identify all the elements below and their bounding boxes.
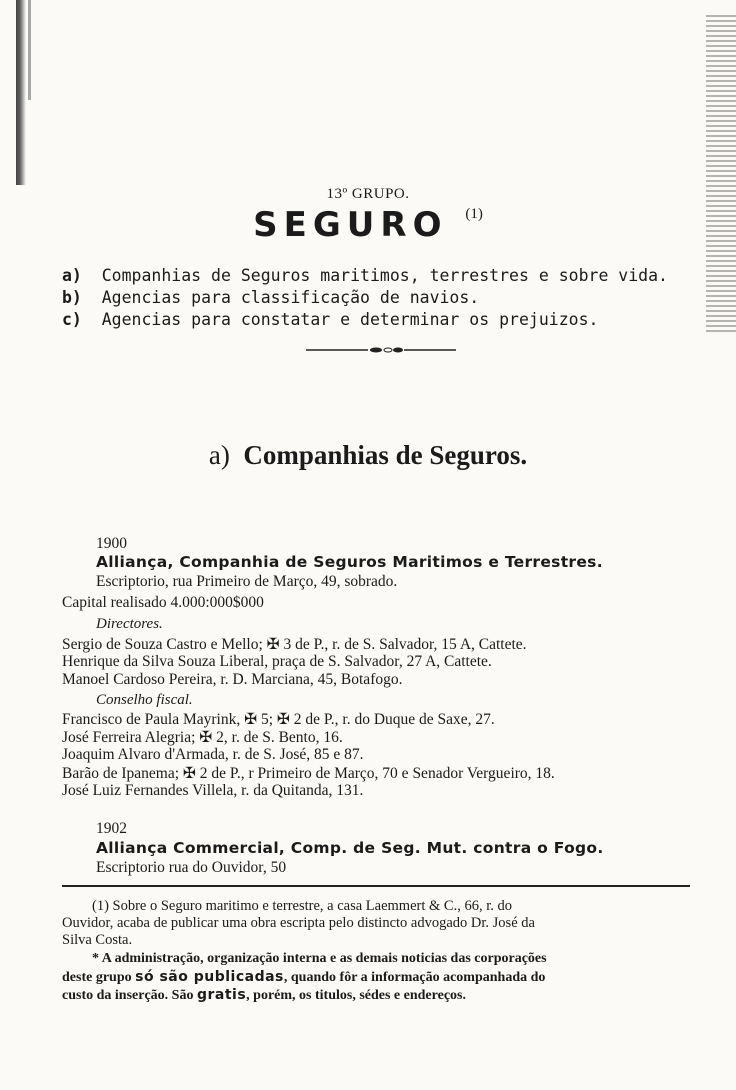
director-line: Sergio de Souza Castro e Mello; ✠ 3 de P., r. de S. Salvador, 15 A, Cattete.: [62, 636, 527, 653]
company-name: Alliança, Companhia de Seguros Maritimos e Terrestres.: [96, 553, 603, 571]
title-text: SEGURO: [253, 205, 448, 245]
company-office: Escriptorio rua do Ouvidor, 50: [96, 859, 287, 876]
company-office: Escriptorio, rua Primeiro de Março, 49, sobrado.: [96, 573, 398, 590]
director-line: Manoel Cardoso Pereira, r. D. Marciana, 45, Botafogo.: [62, 671, 403, 688]
subgroup-letter: c): [62, 310, 82, 329]
ornament-divider: [306, 347, 456, 353]
footnote-line: Ouvidor, acaba de publicar uma obra escripta pelo distincto advogado Dr. José da: [62, 915, 535, 931]
scan-edge-left-inner: [28, 0, 31, 100]
subgroup-text: Agencias para classificação de navios.: [101, 288, 480, 307]
scan-edge-right: [706, 15, 736, 335]
notice-emphasis: gratis: [196, 987, 247, 1003]
notice-line: [62, 987, 466, 1004]
directors-label: Directores.: [96, 616, 163, 632]
notice-emphasis: só são publicadas: [135, 969, 284, 985]
footnote-rule: [62, 885, 690, 887]
notice-line: [62, 969, 545, 986]
page-title: [0, 205, 736, 245]
council-line: Barão de Ipanema; ✠ 2 de P., r Primeiro de Março, 70 e Senador Vergueiro, 18.: [62, 765, 555, 782]
entry-year: 1902: [96, 820, 127, 837]
notice-text: , porém, os titulos, sédes e endereços.: [246, 988, 466, 1003]
council-line: José Ferreira Alegria; ✠ 2, r. de S. Bento, 16.: [62, 729, 343, 746]
company-name: Alliança Commercial, Comp. de Seg. Mut. contra o Fogo.: [96, 839, 604, 857]
entry-year: 1900: [96, 535, 127, 552]
director-line: Henrique da Silva Souza Liberal, praça de S. Salvador, 27 A, Cattete.: [62, 653, 492, 670]
council-line: Joaquim Alvaro d'Armada, r. de S. José, 85 e 87.: [62, 746, 364, 763]
company-capital: Capital realisado 4.000:000$000: [62, 594, 264, 611]
subgroup-letter: a): [62, 266, 82, 285]
notice-line: * A administração, organização interna e as demais noticias das corporações: [92, 951, 547, 966]
footnote-line: (1) Sobre o Seguro maritimo e terrestre, a casa Laemmert & C., 66, r. do: [92, 898, 512, 914]
notice-text: deste grupo: [62, 970, 136, 985]
subgroup-a: [62, 266, 668, 285]
section-letter: a): [208, 440, 230, 470]
council-label: Conselho fiscal.: [96, 692, 193, 708]
notice-text: custo da inserção. São: [62, 988, 197, 1003]
scan-edge-left: [16, 0, 26, 185]
subgroup-c: [62, 310, 598, 329]
council-line: José Luiz Fernandes Villela, r. da Quitanda, 131.: [62, 782, 364, 799]
subgroup-text: Companhias de Seguros maritimos, terrestres e sobre vida.: [101, 266, 668, 285]
section-heading: [0, 440, 736, 471]
subgroup-b: [62, 288, 479, 307]
subgroup-text: Agencias para constatar e determinar os prejuizos.: [101, 310, 599, 329]
title-footnote-marker: (1): [465, 206, 483, 222]
group-label: 13º GRUPO.: [326, 186, 410, 202]
footnote-line: Silva Costa.: [62, 932, 133, 948]
council-line: Francisco de Paula Mayrink, ✠ 5; ✠ 2 de P., r. do Duque de Saxe, 27.: [62, 711, 495, 728]
section-title: Companhias de Seguros.: [243, 440, 528, 470]
notice-text: , quando fôr a informação acompanhada do: [283, 970, 546, 985]
subgroup-letter: b): [62, 288, 82, 307]
